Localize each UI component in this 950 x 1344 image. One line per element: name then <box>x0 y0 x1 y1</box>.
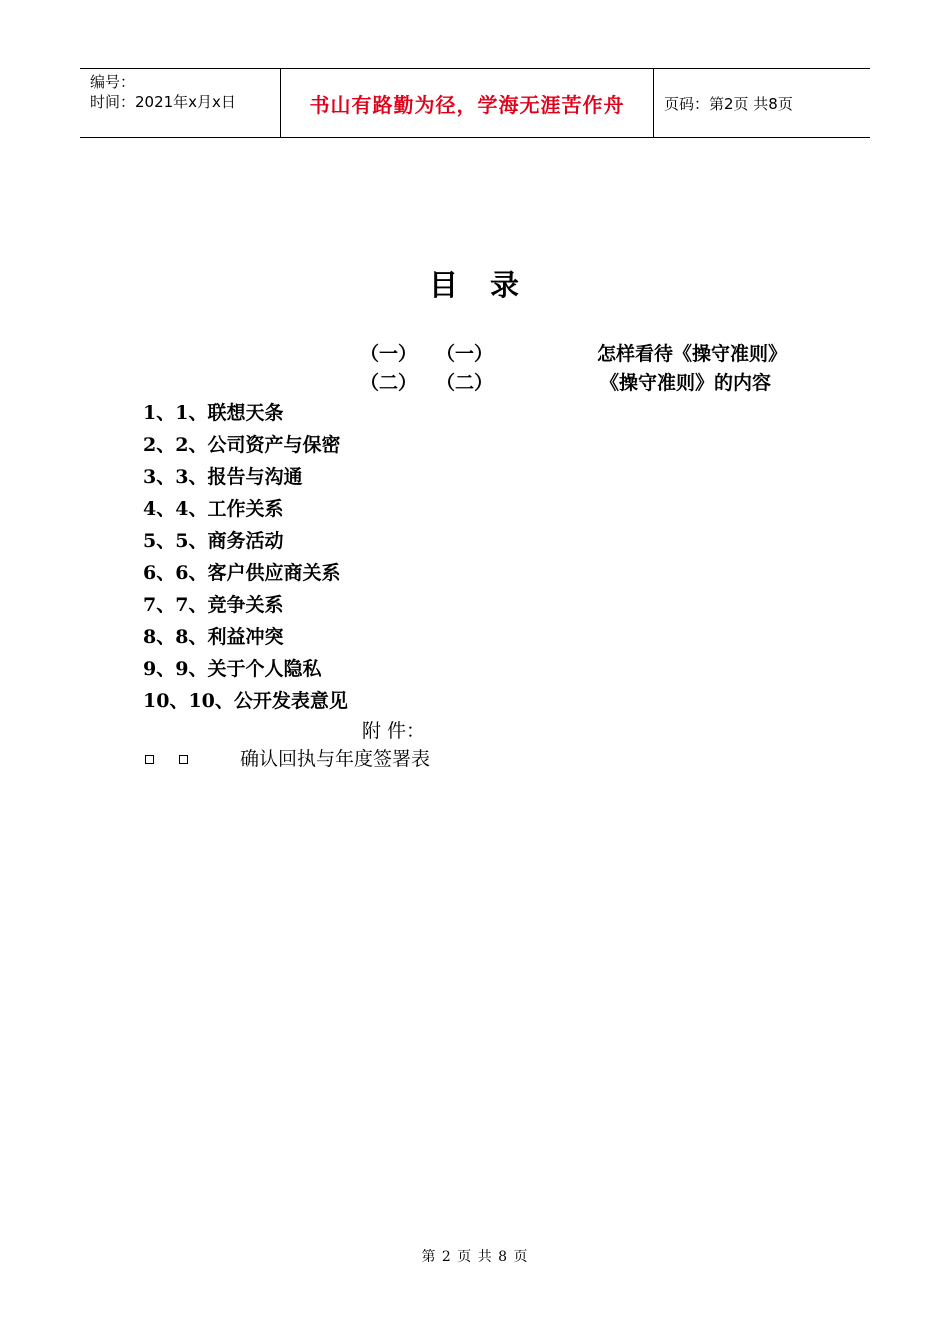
section-2-num1: （二） <box>360 372 418 394</box>
checkbox-square-icon <box>145 755 154 764</box>
toc-item-6[interactable]: 6、6、客户供应商关系 <box>143 562 341 584</box>
header-page-info: 页码：第2页 共8页 <box>664 94 793 113</box>
toc-item-9[interactable]: 9、9、关于个人隐私 <box>143 658 322 680</box>
toc-item-2[interactable]: 2、2、公司资产与保密 <box>143 434 341 456</box>
section-1-num-b <box>436 342 493 366</box>
toc-item-1[interactable]: 1、1、联想天条 <box>143 402 284 424</box>
time-label: 时间：2021年x月x日 <box>90 93 236 111</box>
page-footer: 第 2 页 共 8 页 <box>421 1249 529 1265</box>
toc-item-5[interactable]: 5、5、商务活动 <box>143 530 284 552</box>
header-table <box>80 68 870 138</box>
toc-item-3[interactable]: 3、3、报告与沟通 <box>143 466 303 488</box>
header-meta <box>80 69 281 137</box>
title-char-2: 录 <box>490 268 522 302</box>
title-char-1: 目 <box>428 268 460 302</box>
toc-item-8[interactable]: 8、8、利益冲突 <box>143 626 284 648</box>
toc-item-4[interactable]: 4、4、工作关系 <box>143 498 284 520</box>
section-2-num <box>360 371 417 395</box>
checkbox-square-icon <box>179 755 188 764</box>
section-2-num2: （二） <box>436 372 494 394</box>
toc-item-10[interactable]: 10、10、公开发表意见 <box>143 690 348 712</box>
section-2-text[interactable]: 《操守准则》的内容 <box>600 372 772 394</box>
header-motto: 书山有路勤为径，学海无涯苦作舟 <box>281 69 654 137</box>
page-title <box>0 263 950 304</box>
section-2-num-b <box>436 371 493 395</box>
number-label: 编号： <box>90 73 136 91</box>
attachment-item[interactable]: 确认回执与年度签署表 <box>240 748 431 770</box>
section-1-text[interactable]: 怎样看待《操守准则》 <box>597 343 788 365</box>
toc-item-7[interactable]: 7、7、竞争关系 <box>143 594 284 616</box>
attachment-label: 附 件： <box>362 720 426 742</box>
section-1-num1: （一） <box>360 343 418 365</box>
section-1-num2: （一） <box>436 343 494 365</box>
section-1-num <box>360 342 417 366</box>
